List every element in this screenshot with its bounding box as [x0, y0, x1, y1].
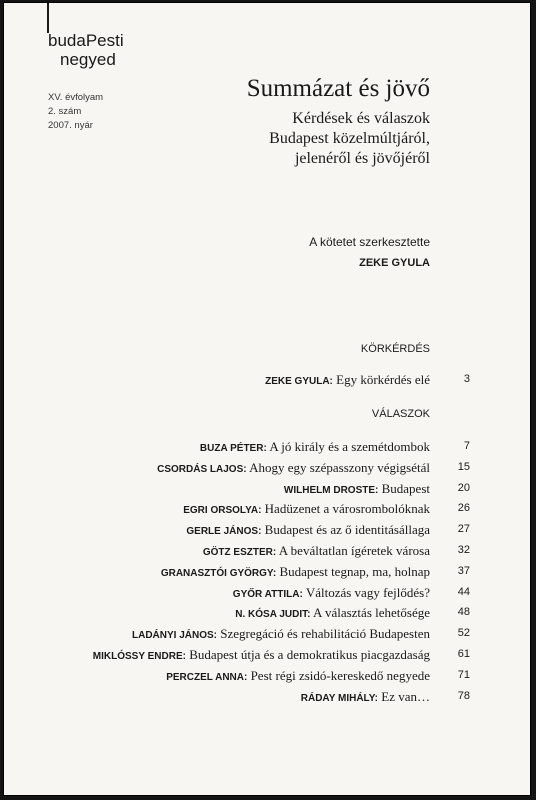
logo-line-2: negyed [60, 50, 116, 69]
toc-author: GYŐR ATTILA: [232, 588, 303, 600]
toc-title: Hadüzenet a városrombolóknak [264, 501, 430, 517]
toc-author: RÁDAY MIHÁLY: [300, 692, 379, 704]
toc-entry [44, 460, 430, 476]
toc-entry [44, 647, 430, 663]
toc-author: GERLE JÁNOS: [186, 526, 262, 538]
toc-title: Egy körkérdés elé [336, 372, 430, 387]
issue-date: 2007. nyár [48, 120, 93, 131]
toc-title: Változás vagy fejlődés? [305, 584, 430, 600]
toc-title: A beváltatlan ígéretek városa [278, 543, 430, 558]
toc-page-number: 44 [457, 585, 470, 598]
toc-entry [44, 522, 430, 538]
toc-page-number: 61 [457, 648, 470, 660]
toc-author: GÖTZ ESZTER: [202, 547, 277, 558]
toc-entry [44, 585, 430, 601]
toc-entry [44, 372, 430, 388]
toc-entry [44, 668, 430, 684]
issue-number: 2. szám [48, 106, 82, 117]
toc-entry [44, 481, 430, 497]
toc-author: CSORDÁS LAJOS: [157, 463, 247, 475]
toc-author: PERCZEL ANNA: [166, 671, 248, 683]
toc-title: Pest régi zsidó-kereskedő negyede [250, 667, 430, 683]
logo-rule [47, 3, 49, 33]
subtitle-line: Kérdések és válaszok [292, 110, 430, 127]
toc-page-number: 26 [457, 502, 470, 515]
toc-page-number: 7 [463, 440, 470, 452]
toc-author: LADÁNYI JÁNOS: [132, 630, 218, 642]
subtitle-line: jelenéről és jövőjéről [294, 150, 430, 167]
page-title: Summázat és jövő [246, 75, 430, 102]
journal-logo [48, 31, 124, 69]
toc-title: Ez van… [381, 688, 430, 704]
toc-title: A jó király és a szemétdombok [269, 439, 430, 454]
toc-entry [44, 501, 430, 517]
toc-title: Budapest tegnap, ma, holnap [279, 563, 430, 579]
toc-entry [44, 439, 430, 455]
logo-line-1: budaPesti [48, 31, 124, 50]
toc-page-number: 52 [457, 627, 470, 640]
toc-page-number: 15 [457, 460, 470, 473]
toc-page-number: 71 [457, 668, 470, 681]
toc-author: EGRI ORSOLYA: [183, 505, 262, 517]
toc-entry [44, 626, 430, 642]
issue-volume: XV. évfolyam [48, 92, 104, 103]
toc-author: GRANASZTÓI GYÖRGY: [160, 567, 277, 579]
toc-entry [44, 564, 430, 580]
issue-meta [48, 91, 103, 133]
toc-title: Budapest [381, 480, 430, 496]
toc-entry [44, 689, 430, 705]
subtitle-line: Budapest közelmúltjáról, [269, 130, 430, 147]
toc-page-number: 27 [457, 523, 470, 536]
toc-page-number: 37 [457, 564, 470, 577]
toc-author: MIKLÓSSY ENDRE: [92, 651, 186, 662]
section-heading-question: KÖRKÉRDÉS [360, 343, 430, 355]
toc-author: N. KÓSA JUDIT: [235, 609, 311, 621]
toc-title: Szegregáció és rehabilitáció Budapesten [220, 626, 430, 642]
document-page [3, 2, 531, 796]
toc-entry [44, 543, 430, 559]
toc-author: BUZA PÉTER: [199, 443, 267, 454]
toc-page-number: 48 [457, 606, 470, 619]
section-heading-answers: VÁLASZOK [371, 408, 430, 420]
page-subtitle [204, 109, 430, 169]
toc-title: Budapest útja és a demokratikus piacgazdaság [189, 647, 430, 662]
toc-page-number: 20 [457, 481, 470, 494]
toc-page-number: 32 [457, 544, 470, 556]
toc-page-number: 78 [457, 689, 470, 702]
toc-title: A választás lehetősége [313, 605, 430, 621]
toc-page-number: 3 [463, 373, 470, 385]
toc-title: Ahogy egy szépasszony végigsétál [249, 459, 430, 475]
toc-author: WILHELM DROSTE: [283, 484, 379, 496]
editor-intro: A kötetet szerkesztette [309, 235, 430, 249]
toc-author: ZEKE GYULA: [265, 376, 333, 387]
toc-title: Budapest és az ő identitásállaga [264, 522, 430, 538]
toc-entry [44, 605, 430, 621]
editor-name: ZEKE GYULA [359, 257, 430, 269]
